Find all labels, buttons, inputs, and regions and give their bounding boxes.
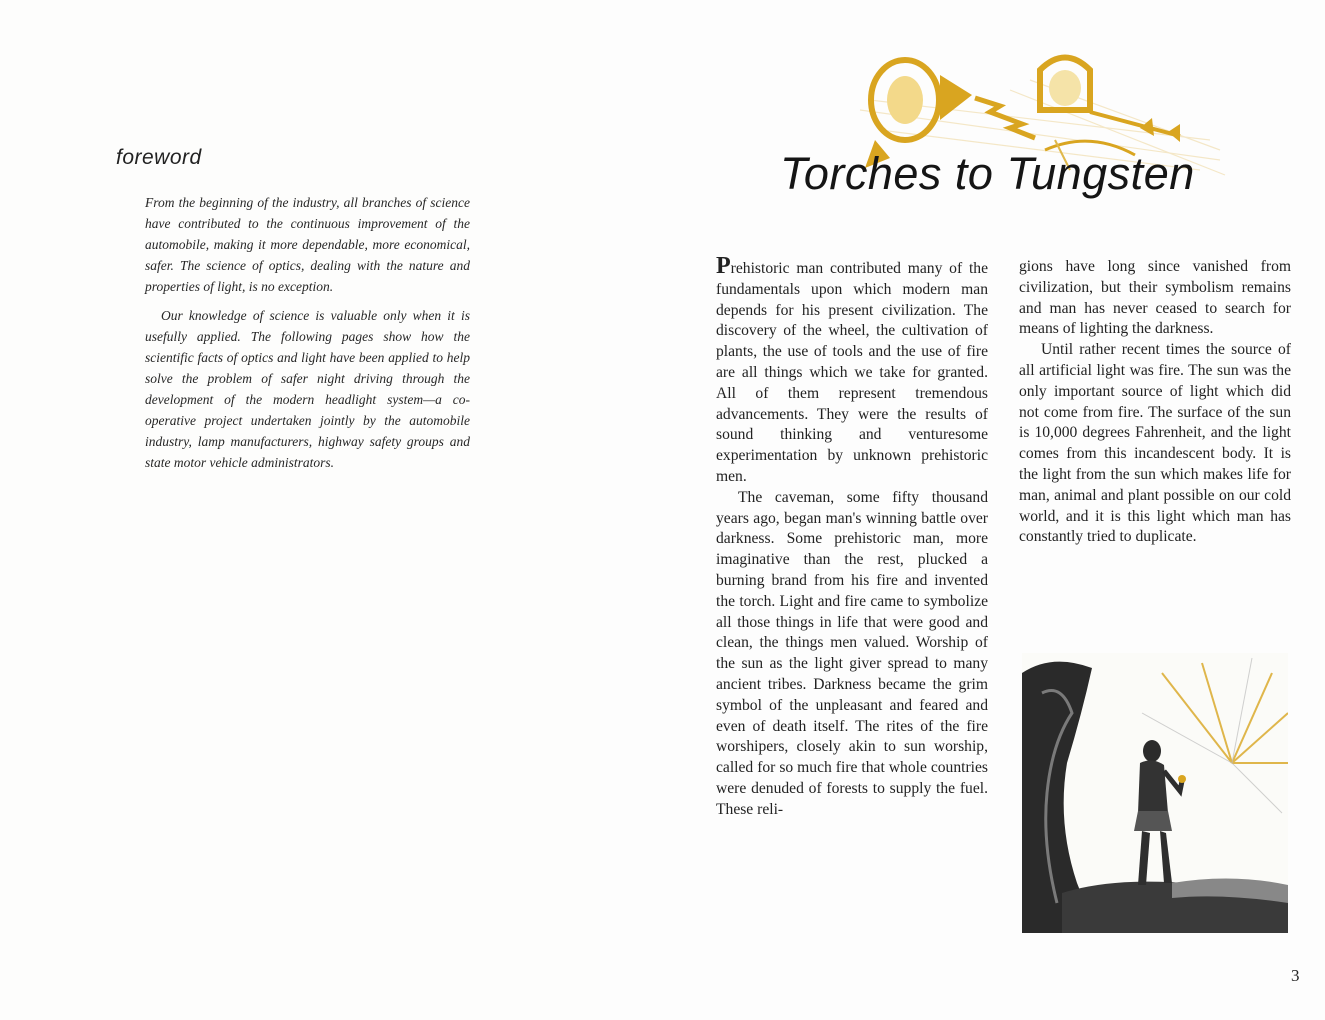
left-page — [0, 0, 600, 1020]
foreword-title: foreword — [116, 146, 202, 169]
article-headline: Torches to Tungsten — [780, 148, 1195, 199]
foreword-paragraph: Our knowledge of science is valuable only when it is usefully applied. The following pages show how the scientific facts of optics and light have been applied to help solve the problem of safer night driving through the development of the modern headlight system—a co-operative project undertaken jointly by the automobile industry, lamp manufacturers, highway safety groups and state motor vehicle administrators. — [145, 308, 470, 470]
page-number: 3 — [1291, 966, 1300, 985]
article-paragraph: The caveman, some fifty thousand years ago, began man's winning battle over darkness. Some prehistoric man, more imaginative than the rest, plucked a burning brand from his fire and invented the torch. Light and fire came to symbolize all those things in life that were good and clean, the things men valued. Worship of the sun as the light giver spread to many ancient tribes. Darkness became the grim symbol of the unpleasant and feared and even of death itself. The rites of the fire worshipers, closely akin to sun worship, called for so much fire that whole countries were denuded of forests to supply the fuel. These reli- — [716, 488, 988, 818]
article-column-2 — [1019, 257, 1291, 548]
article-paragraph: Until rather recent times the source of all artificial light was fire. The sun was the only important source of light which did not come from fire. The surface of the sun is 10,000 degrees Fahrenheit, and the light comes from this incandescent body. It is the light from the sun which makes life for man, animal and plant possible on our cold world, and it is this light which man has constantly tried to duplicate. — [1019, 341, 1291, 546]
drop-cap: P — [716, 253, 731, 279]
foreword-body — [145, 192, 470, 481]
article-column-1 — [716, 253, 988, 821]
article-paragraph — [716, 253, 988, 488]
foreword-paragraph: From the beginning of the industry, all branches of science have contributed to the continuous improvement of the automobile, making it more dependable, more economical, safer. The science of optics, dealing with the nature and properties of light, is no exception. — [145, 195, 470, 294]
article-paragraph: gions have long since vanished from civilization, but their symbolism remains and man has never ceased to search for means of lighting the darkness. — [1019, 258, 1291, 338]
paragraph-text: rehistoric man contributed many of the fundamentals upon which modern man depends for his present civilization. The discovery of the wheel, the cultivation of plants, the use of tools and the use of fire are all things which we take for granted. All of them represent tremendous advancements. They were the results of sound thinking and venturesome experimentation by unknown prehistoric men. — [716, 260, 988, 485]
caveman-illustration — [1022, 653, 1288, 933]
